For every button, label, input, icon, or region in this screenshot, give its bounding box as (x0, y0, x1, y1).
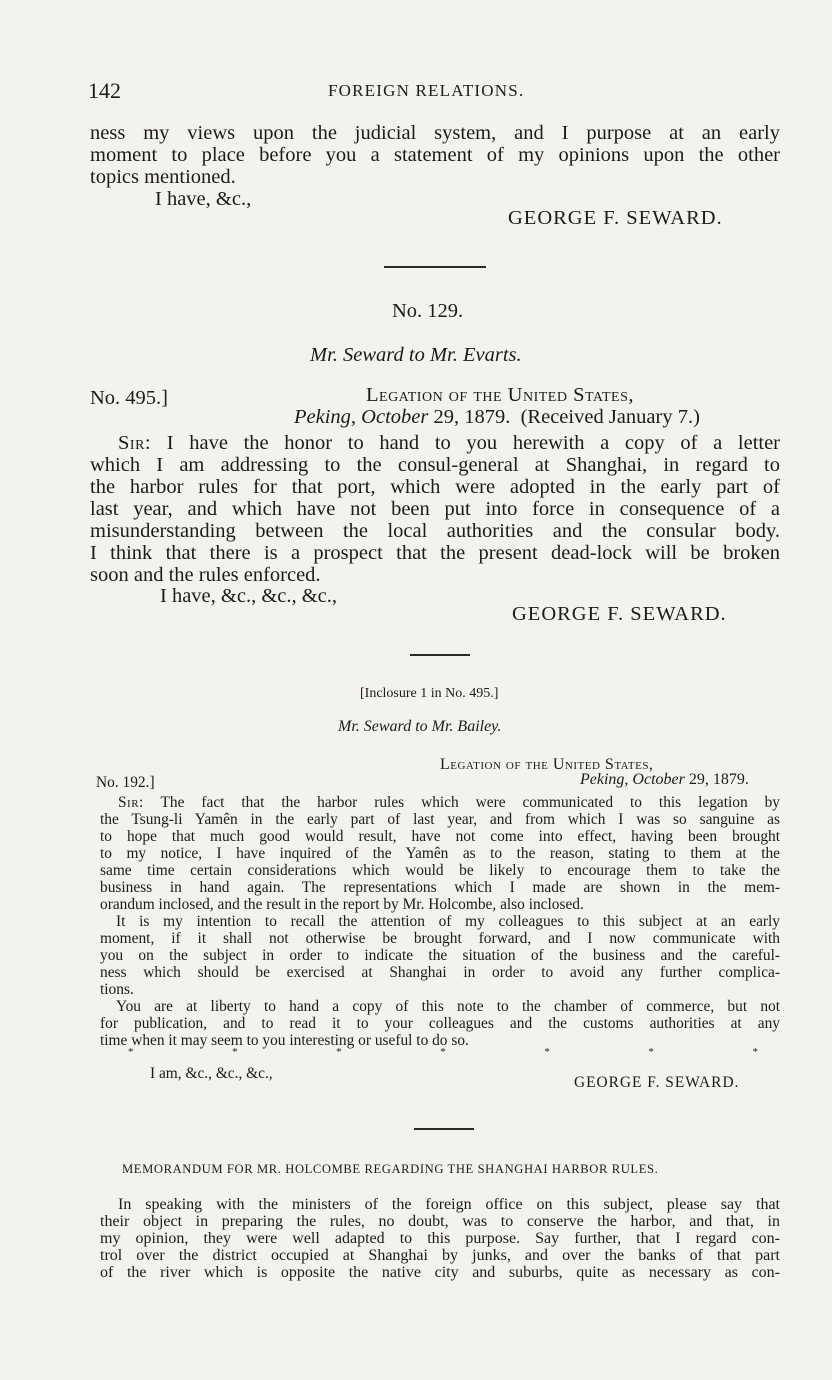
dateline: Peking, October 29, 1879. (Received January 7.) (294, 406, 700, 428)
memorandum-title: MEMORANDUM FOR MR. HOLCOMBE REGARDING THE SHANGHAI HARBOR RULES. (122, 1162, 659, 1176)
inclosure-p1-line-6: business in hand again. The representations which I made are shown in the mem- (100, 879, 780, 896)
intro-line-1: ness my views upon the judicial system, and I purpose at an early (90, 122, 780, 144)
inclosure-p3-line-2: for publication, and to read it to your colleagues and the customs authorities at any (100, 1015, 780, 1032)
intro-line-2: moment to place before you a statement of my opinions upon the other (90, 144, 780, 166)
memo-line-2: their object in preparing the rules, no doubt, was to conserve the harbor, and that, in (100, 1213, 780, 1230)
inclosure-signature: GEORGE F. SEWARD. (574, 1074, 740, 1091)
inclosure-p3-line-3: time when it may seem to you interesting or useful to do so. (100, 1032, 469, 1049)
inclosure-p1-line-5: same time certain considerations which would be likely to encourage them to take the (100, 862, 780, 879)
page-number: 142 (88, 78, 121, 103)
memo-line-3: my opinion, they were well adapted to this purpose. Say further, that I regard con- (100, 1230, 780, 1247)
inclosure-closing: I am, &c., &c., &c., (150, 1065, 273, 1082)
separator-rule (384, 266, 486, 268)
memo-line-5: of the river which is opposite the native city and suburbs, quite as necessary as con- (100, 1264, 780, 1281)
inclosure-p2-line-4: ness which should be exercised at Shanghai in order to avoid any further complica- (100, 964, 780, 981)
letter-line-7: soon and the rules enforced. (90, 564, 321, 586)
inclosure-p2-line-2: moment, if it shall not otherwise be brought forward, and I now communicate with (100, 930, 780, 947)
letter-signature: GEORGE F. SEWARD. (512, 603, 727, 625)
inclosure-dateline: Peking, October 29, 1879. (580, 771, 749, 788)
inclosure-p1-line-1: Sir: The fact that the harbor rules which were communicated to this legation by (118, 794, 781, 811)
letter-line-2: which I am addressing to the consul-general at Shanghai, in regard to (90, 454, 780, 476)
inclosure-p2-line-1: It is my intention to recall the attention of my colleagues to this subject at an early (116, 913, 780, 930)
document-ref: No. 495.] (90, 387, 169, 409)
inclosure-label: [Inclosure 1 in No. 495.] (360, 686, 499, 701)
inclosure-p1-line-2: the Tsung-li Yamên in the early part of last year, and from which I was so sanguine as (100, 811, 780, 828)
letter-line-1: Sir: I have the honor to hand to you herewith a copy of a letter (118, 432, 781, 454)
inclosure-p1-line-7: orandum inclosed, and the result in the report by Mr. Holcombe, also inclosed. (100, 896, 584, 913)
intro-line-3: topics mentioned. (90, 166, 236, 188)
inclosure-legation: Legation of the United States, (440, 756, 654, 773)
memo-line-4: trol over the district occupied at Shanghai by junks, and over the banks of that part (100, 1247, 780, 1264)
inclosure-p1-line-3: to hope that much good would result, have not come into effect, having been brought (100, 828, 780, 845)
intro-signature: GEORGE F. SEWARD. (508, 207, 723, 229)
letter-line-6: I think that there is a prospect that the present dead-lock will be broken (90, 542, 780, 564)
separator-rule (410, 654, 470, 656)
letter-line-4: last year, and which have not been put into force in consequence of a (90, 498, 780, 520)
document-heading: Mr. Seward to Mr. Evarts. (310, 344, 522, 366)
legation-line: Legation of the United States, (366, 384, 634, 406)
inclosure-ref: No. 192.] (96, 774, 155, 791)
inclosure-p3-line-1: You are at liberty to hand a copy of this note to the chamber of commerce, but not (116, 998, 780, 1015)
inclosure-p2-line-3: you on the subject in order to indicate the situation of the business and the careful- (100, 947, 780, 964)
separator-rule (414, 1128, 474, 1130)
document-number: No. 129. (392, 300, 464, 322)
ellipsis-stars: * * * * * * * (128, 1046, 758, 1058)
letter-line-3: the harbor rules for that port, which were adopted in the early part of (90, 476, 780, 498)
intro-closing: I have, &c., (155, 188, 252, 210)
letter-line-5: misunderstanding between the local authorities and the consular body. (90, 520, 780, 542)
inclosure-heading: Mr. Seward to Mr. Bailey. (338, 718, 502, 735)
inclosure-p1-line-4: to my notice, I have inquired of the Yamên as to the reason, stating to them at the (100, 845, 780, 862)
inclosure-p2-line-5: tions. (100, 981, 134, 998)
running-title: FOREIGN RELATIONS. (328, 81, 525, 100)
letter-closing: I have, &c., &c., &c., (160, 585, 338, 607)
memo-line-1: In speaking with the ministers of the foreign office on this subject, please say that (118, 1196, 780, 1213)
